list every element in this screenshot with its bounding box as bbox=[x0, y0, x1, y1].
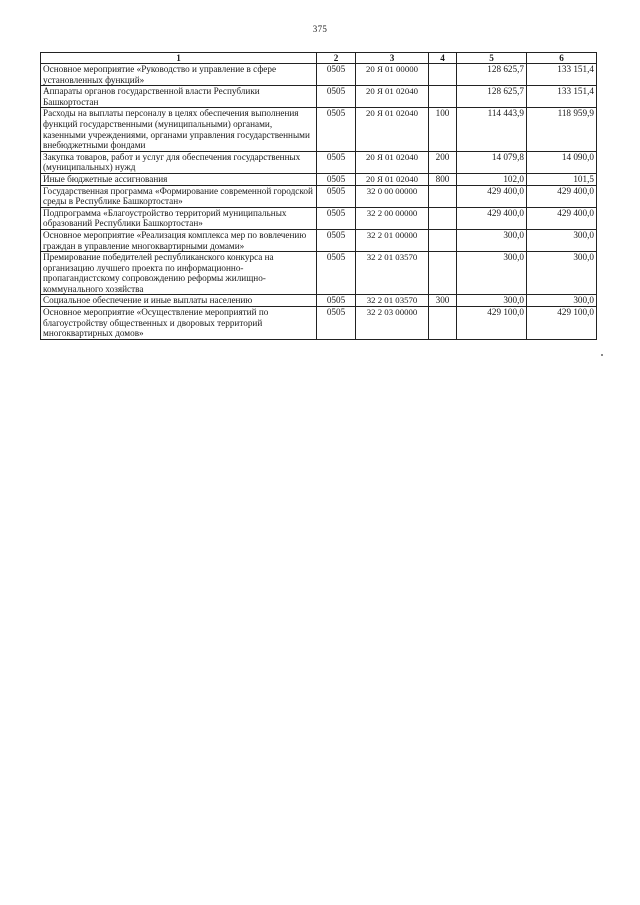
cell-kind bbox=[429, 307, 457, 340]
cell-code: 20 Я 01 02040 bbox=[356, 173, 429, 185]
cell-ministry: 0505 bbox=[317, 86, 356, 108]
table-row bbox=[41, 108, 597, 151]
cell-name: Основное мероприятие «Реализация комплекса мер по вовлечению граждан в управление многоквартирными домами» bbox=[41, 229, 317, 251]
cell-sum1: 114 443,9 bbox=[457, 108, 527, 151]
cell-ministry: 0505 bbox=[317, 295, 356, 307]
column-header-sum1: 5 bbox=[457, 53, 527, 64]
cell-sum1: 300,0 bbox=[457, 295, 527, 307]
cell-ministry: 0505 bbox=[317, 252, 356, 295]
column-header-code: 3 bbox=[356, 53, 429, 64]
cell-sum1: 300,0 bbox=[457, 229, 527, 251]
cell-kind bbox=[429, 252, 457, 295]
cell-code: 32 2 01 03570 bbox=[356, 252, 429, 295]
cell-ministry: 0505 bbox=[317, 207, 356, 229]
column-header-name: 1 bbox=[41, 53, 317, 64]
table-row bbox=[41, 307, 597, 340]
table-row bbox=[41, 185, 597, 207]
cell-code: 32 2 01 00000 bbox=[356, 229, 429, 251]
cell-name: Основное мероприятие «Осуществление мероприятий по благоустройству общественных и дворовых территорий многоквартирных домов» bbox=[41, 307, 317, 340]
cell-sum1: 429 400,0 bbox=[457, 185, 527, 207]
cell-sum1: 300,0 bbox=[457, 252, 527, 295]
cell-name: Иные бюджетные ассигнования bbox=[41, 173, 317, 185]
cell-sum1: 128 625,7 bbox=[457, 86, 527, 108]
cell-ministry: 0505 bbox=[317, 108, 356, 151]
cell-name: Расходы на выплаты персоналу в целях обеспечения выполнения функций государственными (муниципальными) органами, казенными учреждениями, органами управления государственными внебюджетными фондами bbox=[41, 108, 317, 151]
cell-sum2: 300,0 bbox=[527, 295, 597, 307]
cell-sum2: 14 090,0 bbox=[527, 151, 597, 173]
column-header-kind: 4 bbox=[429, 53, 457, 64]
cell-code: 32 2 01 03570 bbox=[356, 295, 429, 307]
cell-kind bbox=[429, 64, 457, 86]
cell-name: Аппараты органов государственной власти Республики Башкортостан bbox=[41, 86, 317, 108]
cell-ministry: 0505 bbox=[317, 229, 356, 251]
cell-ministry: 0505 bbox=[317, 185, 356, 207]
cell-name: Закупка товаров, работ и услуг для обеспечения государственных (муниципальных) нужд bbox=[41, 151, 317, 173]
table-row bbox=[41, 207, 597, 229]
cell-sum2: 300,0 bbox=[527, 252, 597, 295]
cell-kind bbox=[429, 207, 457, 229]
cell-name: Основное мероприятие «Руководство и управление в сфере установленных функций» bbox=[41, 64, 317, 86]
cell-code: 32 2 00 00000 bbox=[356, 207, 429, 229]
cell-ministry: 0505 bbox=[317, 64, 356, 86]
cell-kind: 300 bbox=[429, 295, 457, 307]
cell-sum2: 429 400,0 bbox=[527, 185, 597, 207]
scan-artifact-dot bbox=[601, 354, 603, 356]
cell-name: Государственная программа «Формирование современной городской среды в Республике Башкортостан» bbox=[41, 185, 317, 207]
cell-code: 32 2 03 00000 bbox=[356, 307, 429, 340]
column-header-ministry: 2 bbox=[317, 53, 356, 64]
cell-kind bbox=[429, 86, 457, 108]
table-row bbox=[41, 173, 597, 185]
cell-code: 20 Я 01 00000 bbox=[356, 64, 429, 86]
cell-sum2: 133 151,4 bbox=[527, 64, 597, 86]
page-number: 375 bbox=[312, 24, 328, 34]
cell-kind bbox=[429, 185, 457, 207]
cell-ministry: 0505 bbox=[317, 151, 356, 173]
cell-name: Социальное обеспечение и иные выплаты населению bbox=[41, 295, 317, 307]
table-row bbox=[41, 295, 597, 307]
table-body bbox=[41, 64, 597, 340]
table-row bbox=[41, 64, 597, 86]
cell-sum1: 429 400,0 bbox=[457, 207, 527, 229]
cell-kind bbox=[429, 229, 457, 251]
table-row bbox=[41, 151, 597, 173]
cell-sum2: 101,5 bbox=[527, 173, 597, 185]
cell-sum1: 128 625,7 bbox=[457, 64, 527, 86]
budget-table bbox=[40, 52, 597, 340]
cell-sum2: 300,0 bbox=[527, 229, 597, 251]
cell-kind: 100 bbox=[429, 108, 457, 151]
cell-code: 32 0 00 00000 bbox=[356, 185, 429, 207]
cell-kind: 200 bbox=[429, 151, 457, 173]
cell-sum2: 118 959,9 bbox=[527, 108, 597, 151]
cell-sum2: 133 151,4 bbox=[527, 86, 597, 108]
table-row bbox=[41, 86, 597, 108]
cell-code: 20 Я 01 02040 bbox=[356, 151, 429, 173]
table-row bbox=[41, 252, 597, 295]
cell-ministry: 0505 bbox=[317, 173, 356, 185]
cell-kind: 800 bbox=[429, 173, 457, 185]
column-header-sum2: 6 bbox=[527, 53, 597, 64]
cell-code: 20 Я 01 02040 bbox=[356, 108, 429, 151]
table-row bbox=[41, 229, 597, 251]
cell-sum1: 429 100,0 bbox=[457, 307, 527, 340]
cell-sum2: 429 400,0 bbox=[527, 207, 597, 229]
cell-sum2: 429 100,0 bbox=[527, 307, 597, 340]
table-header-row bbox=[41, 53, 597, 64]
cell-name: Подпрограмма «Благоустройство территорий муниципальных образований Республики Башкортостан» bbox=[41, 207, 317, 229]
cell-code: 20 Я 01 02040 bbox=[356, 86, 429, 108]
cell-sum1: 14 079,8 bbox=[457, 151, 527, 173]
cell-name: Премирование победителей республиканского конкурса на организацию лучшего проекта по информационно-пропагандистскому сопровождению реформы жилищно-коммунального хозяйства bbox=[41, 252, 317, 295]
cell-sum1: 102,0 bbox=[457, 173, 527, 185]
cell-ministry: 0505 bbox=[317, 307, 356, 340]
